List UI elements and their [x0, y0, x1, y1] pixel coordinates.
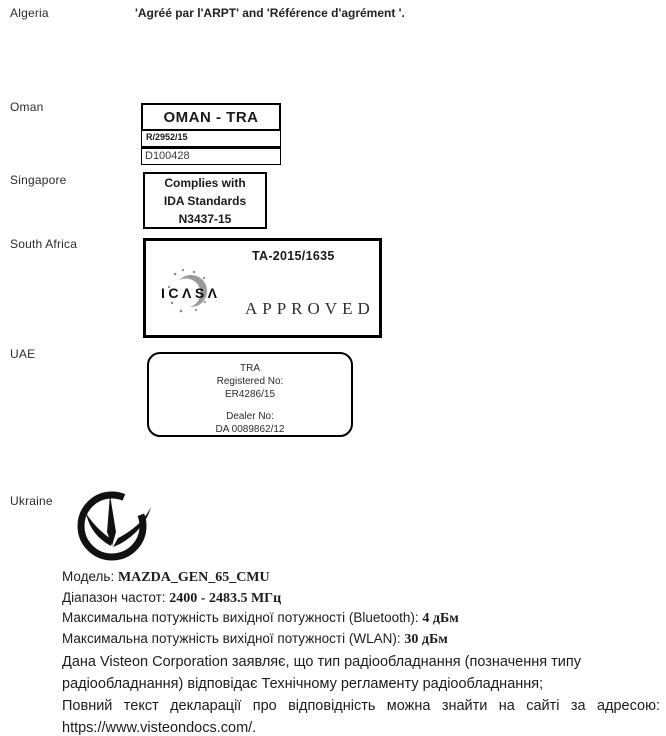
country-label-algeria: Algeria — [10, 6, 49, 20]
uae-registered-label: Registered No: — [216, 376, 284, 387]
singapore-line-1: Complies with — [164, 175, 246, 190]
uae-spacer — [149, 401, 351, 410]
country-label-ukraine: Ukraine — [10, 494, 53, 508]
uae-dealer-label: Dealer No: — [226, 411, 274, 422]
uae-authority: TRA — [240, 363, 260, 374]
uae-dealer-number: DA 0089862/12 — [215, 424, 285, 435]
country-label-south-africa: South Africa — [10, 237, 78, 251]
frequency-value: 2400 - 2483.5 МГц — [169, 590, 282, 606]
wlan-power-value: 30 дБм — [404, 631, 448, 647]
spec-wlan-line — [62, 629, 459, 650]
spec-frequency-line — [62, 588, 459, 609]
declaration-url: https://www.visteondocs.com/. — [62, 720, 257, 736]
icasa-approval-number: TA-2015/1635 — [252, 249, 335, 263]
icasa-logo-icon — [160, 265, 240, 321]
algeria-approval-text: 'Agréé par l'ARPT' and 'Référence d'agrément '. — [135, 6, 405, 20]
bluetooth-power-label: Максимальна потужність вихідної потужності (Bluetooth): — [62, 610, 423, 625]
bluetooth-power-value: 4 дБм — [422, 611, 459, 626]
uae-tra-label-box — [147, 352, 353, 437]
icasa-logo-text: ICΛSΛ — [161, 285, 221, 301]
oman-tra-header: OMAN - TRA — [141, 103, 281, 131]
country-label-singapore: Singapore — [10, 173, 67, 187]
model-label: Модель: — [62, 569, 118, 584]
south-africa-icasa-label-box — [143, 238, 382, 338]
singapore-ida-label-box — [143, 172, 267, 229]
declaration-website-note: Повний текст декларації про відповідність можна знайти на сайті за адресою: — [62, 698, 660, 714]
oman-registration-number: R/2952/15 — [141, 131, 281, 147]
ukraine-specs-block — [62, 567, 459, 649]
spec-model-line — [62, 567, 459, 588]
spec-bluetooth-line — [62, 608, 459, 629]
oman-tra-label-box — [141, 103, 281, 165]
singapore-line-3: N3437-15 — [178, 211, 232, 226]
uae-registered-number: ER4286/15 — [224, 389, 276, 400]
declaration-statement: Дана Visteon Corporation заявляє, що тип радіообладнання (позначення типу радіообладнання) відповідає Технічному регламенту радіообладнання; — [62, 654, 581, 692]
singapore-line-2: IDA Standards — [163, 193, 247, 208]
country-label-uae: UAE — [10, 347, 36, 361]
oman-dealer-number: D100428 — [141, 147, 281, 165]
frequency-label: Діапазон частот: — [62, 589, 170, 605]
country-label-oman: Oman — [10, 100, 44, 114]
ukrsepro-conformity-mark-icon — [66, 488, 172, 562]
ukraine-declaration-block — [62, 651, 660, 736]
wlan-power-label: Максимальна потужність вихідної потужності (WLAN): — [62, 630, 405, 646]
approved-label: APPROVED — [245, 299, 375, 318]
model-value: MAZDA_GEN_65_CMU — [117, 570, 270, 585]
